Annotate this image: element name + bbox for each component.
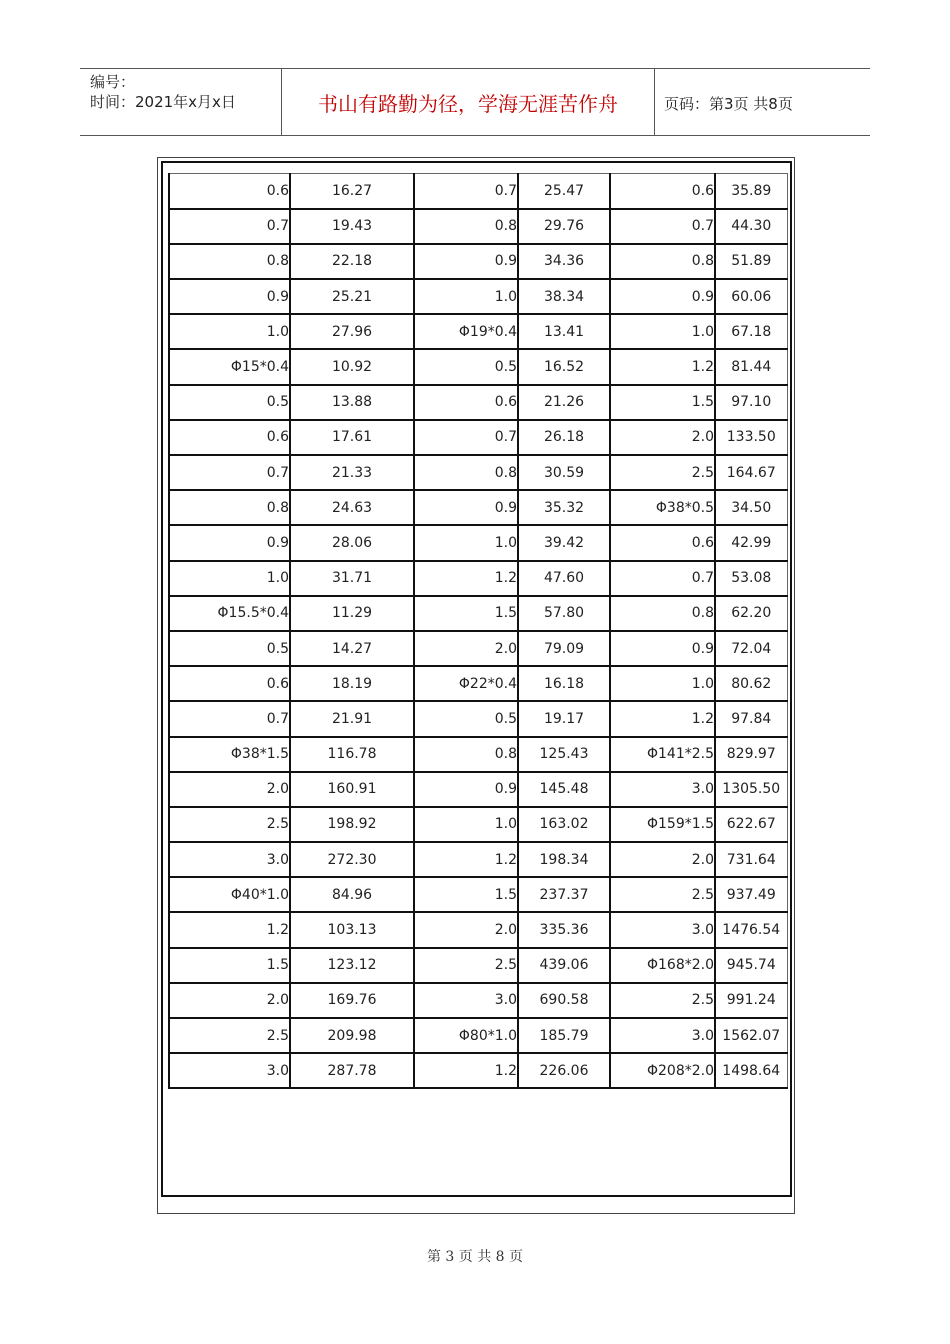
- value-cell: 13.41: [518, 314, 610, 349]
- value-cell: 44.30: [715, 209, 787, 244]
- table-row: [169, 314, 787, 349]
- table-row: [169, 631, 787, 666]
- page-header: [80, 68, 870, 136]
- spec-cell: 0.6: [610, 525, 715, 560]
- table-row: [169, 209, 787, 244]
- value-cell: 829.97: [715, 737, 787, 772]
- spec-cell: 0.9: [414, 490, 518, 525]
- spec-cell: 3.0: [169, 842, 290, 877]
- spec-cell: Φ159*1.5: [610, 807, 715, 842]
- table-row: [169, 842, 787, 877]
- value-cell: 622.67: [715, 807, 787, 842]
- spec-cell: Φ22*0.4: [414, 666, 518, 701]
- table-row: [169, 1053, 787, 1088]
- table-row: [169, 490, 787, 525]
- table-row: [169, 772, 787, 807]
- value-cell: 160.91: [290, 772, 414, 807]
- spec-cell: Φ208*2.0: [610, 1053, 715, 1088]
- spec-cell: 1.0: [169, 314, 290, 349]
- spec-cell: 0.6: [169, 174, 290, 209]
- spec-cell: 1.0: [169, 561, 290, 596]
- spec-cell: 0.7: [414, 174, 518, 209]
- value-cell: 42.99: [715, 525, 787, 560]
- value-cell: 27.96: [290, 314, 414, 349]
- value-cell: 14.27: [290, 631, 414, 666]
- value-cell: 22.18: [290, 244, 414, 279]
- spec-cell: 3.0: [414, 983, 518, 1018]
- table-row: [169, 737, 787, 772]
- spec-cell: 2.0: [414, 912, 518, 947]
- spec-cell: 0.5: [414, 701, 518, 736]
- spec-cell: 0.7: [169, 455, 290, 490]
- spec-cell: Φ80*1.0: [414, 1018, 518, 1053]
- spec-cell: Φ40*1.0: [169, 877, 290, 912]
- table-row: [169, 983, 787, 1018]
- value-cell: 34.50: [715, 490, 787, 525]
- value-cell: 38.34: [518, 279, 610, 314]
- value-cell: 272.30: [290, 842, 414, 877]
- spec-cell: 1.0: [414, 279, 518, 314]
- spec-cell: 1.0: [414, 525, 518, 560]
- value-cell: 24.63: [290, 490, 414, 525]
- table-row: [169, 244, 787, 279]
- time-label: 时间：2021年x月x日: [90, 93, 236, 111]
- value-cell: 47.60: [518, 561, 610, 596]
- spec-cell: 0.9: [414, 772, 518, 807]
- value-cell: 945.74: [715, 948, 787, 983]
- spec-cell: 2.0: [610, 420, 715, 455]
- spec-cell: Φ15.5*0.4: [169, 596, 290, 631]
- spec-cell: 0.8: [414, 455, 518, 490]
- spec-cell: 0.7: [610, 561, 715, 596]
- table-row: [169, 385, 787, 420]
- value-cell: 125.43: [518, 737, 610, 772]
- spec-cell: 0.9: [169, 279, 290, 314]
- spec-cell: 2.5: [610, 983, 715, 1018]
- value-cell: 19.43: [290, 209, 414, 244]
- value-cell: 30.59: [518, 455, 610, 490]
- spec-cell: 0.8: [610, 596, 715, 631]
- value-cell: 335.36: [518, 912, 610, 947]
- value-cell: 169.76: [290, 983, 414, 1018]
- spec-cell: 0.8: [610, 244, 715, 279]
- value-cell: 31.71: [290, 561, 414, 596]
- spec-cell: 2.0: [169, 772, 290, 807]
- table-row: [169, 912, 787, 947]
- spec-cell: 1.2: [169, 912, 290, 947]
- spec-cell: 0.6: [610, 174, 715, 209]
- value-cell: 35.89: [715, 174, 787, 209]
- weight-table-body: [169, 174, 787, 1089]
- spec-cell: 0.5: [169, 385, 290, 420]
- value-cell: 1498.64: [715, 1053, 787, 1088]
- value-cell: 690.58: [518, 983, 610, 1018]
- spec-cell: 0.9: [610, 279, 715, 314]
- table-row: [169, 279, 787, 314]
- value-cell: 937.49: [715, 877, 787, 912]
- value-cell: 237.37: [518, 877, 610, 912]
- spec-cell: 1.2: [610, 701, 715, 736]
- spec-cell: 3.0: [610, 1018, 715, 1053]
- spec-cell: 2.5: [610, 877, 715, 912]
- spec-cell: 1.5: [414, 596, 518, 631]
- spec-cell: 2.0: [414, 631, 518, 666]
- value-cell: 287.78: [290, 1053, 414, 1088]
- table-row: [169, 666, 787, 701]
- table-row: [169, 455, 787, 490]
- spec-cell: 0.7: [169, 209, 290, 244]
- value-cell: 439.06: [518, 948, 610, 983]
- value-cell: 81.44: [715, 349, 787, 384]
- spec-cell: 0.9: [610, 631, 715, 666]
- value-cell: 123.12: [290, 948, 414, 983]
- value-cell: 13.88: [290, 385, 414, 420]
- value-cell: 10.92: [290, 349, 414, 384]
- value-cell: 26.18: [518, 420, 610, 455]
- value-cell: 103.13: [290, 912, 414, 947]
- spec-cell: 0.8: [169, 244, 290, 279]
- value-cell: 25.47: [518, 174, 610, 209]
- table-row: [169, 525, 787, 560]
- header-motto: 书山有路勤为径，学海无涯苦作舟: [318, 91, 618, 116]
- table-row: [169, 349, 787, 384]
- value-cell: 39.42: [518, 525, 610, 560]
- value-cell: 17.61: [290, 420, 414, 455]
- spec-cell: 1.2: [414, 1053, 518, 1088]
- value-cell: 226.06: [518, 1053, 610, 1088]
- value-cell: 72.04: [715, 631, 787, 666]
- spec-cell: 1.0: [414, 807, 518, 842]
- spec-cell: 3.0: [169, 1053, 290, 1088]
- table-row: [169, 1018, 787, 1053]
- value-cell: 97.10: [715, 385, 787, 420]
- value-cell: 51.89: [715, 244, 787, 279]
- value-cell: 19.17: [518, 701, 610, 736]
- value-cell: 97.84: [715, 701, 787, 736]
- spec-cell: 2.5: [610, 455, 715, 490]
- value-cell: 185.79: [518, 1018, 610, 1053]
- table-row: [169, 701, 787, 736]
- spec-cell: 1.0: [610, 666, 715, 701]
- spec-cell: 1.2: [610, 349, 715, 384]
- spec-cell: 0.7: [169, 701, 290, 736]
- value-cell: 991.24: [715, 983, 787, 1018]
- spec-cell: 1.2: [414, 561, 518, 596]
- value-cell: 731.64: [715, 842, 787, 877]
- spec-cell: 2.5: [414, 948, 518, 983]
- table-row: [169, 420, 787, 455]
- weight-table: [168, 173, 788, 1089]
- spec-cell: 2.0: [169, 983, 290, 1018]
- spec-cell: Φ15*0.4: [169, 349, 290, 384]
- value-cell: 25.21: [290, 279, 414, 314]
- value-cell: 57.80: [518, 596, 610, 631]
- spec-cell: 0.8: [414, 737, 518, 772]
- value-cell: 133.50: [715, 420, 787, 455]
- value-cell: 116.78: [290, 737, 414, 772]
- value-cell: 1476.54: [715, 912, 787, 947]
- table-row: [169, 174, 787, 209]
- spec-cell: 1.2: [414, 842, 518, 877]
- spec-cell: 0.7: [414, 420, 518, 455]
- table-row: [169, 596, 787, 631]
- value-cell: 21.26: [518, 385, 610, 420]
- value-cell: 79.09: [518, 631, 610, 666]
- value-cell: 35.32: [518, 490, 610, 525]
- spec-cell: 0.5: [169, 631, 290, 666]
- spec-cell: 2.0: [610, 842, 715, 877]
- spec-cell: 2.5: [169, 807, 290, 842]
- value-cell: 1305.50: [715, 772, 787, 807]
- table-row: [169, 561, 787, 596]
- spec-cell: 0.8: [169, 490, 290, 525]
- value-cell: 11.29: [290, 596, 414, 631]
- spec-cell: 0.6: [414, 385, 518, 420]
- spec-cell: 0.8: [414, 209, 518, 244]
- value-cell: 21.33: [290, 455, 414, 490]
- spec-cell: 1.5: [414, 877, 518, 912]
- header-meta: [90, 72, 236, 112]
- page-footer: 第 3 页 共 8 页: [426, 1249, 524, 1265]
- spec-cell: 0.6: [169, 666, 290, 701]
- value-cell: 84.96: [290, 877, 414, 912]
- value-cell: 29.76: [518, 209, 610, 244]
- value-cell: 198.34: [518, 842, 610, 877]
- spec-cell: 3.0: [610, 772, 715, 807]
- value-cell: 67.18: [715, 314, 787, 349]
- header-page-info: 页码：第3页 共8页: [664, 95, 793, 113]
- spec-cell: 1.0: [610, 314, 715, 349]
- value-cell: 80.62: [715, 666, 787, 701]
- header-divider-right: [654, 69, 655, 135]
- value-cell: 62.20: [715, 596, 787, 631]
- number-label: 编号：: [90, 73, 136, 91]
- spec-cell: Φ38*0.5: [610, 490, 715, 525]
- spec-cell: 0.7: [610, 209, 715, 244]
- value-cell: 16.27: [290, 174, 414, 209]
- spec-cell: 1.5: [169, 948, 290, 983]
- value-cell: 198.92: [290, 807, 414, 842]
- spec-cell: 0.5: [414, 349, 518, 384]
- spec-cell: 2.5: [169, 1018, 290, 1053]
- spec-cell: 0.9: [414, 244, 518, 279]
- spec-cell: Φ141*2.5: [610, 737, 715, 772]
- value-cell: 60.06: [715, 279, 787, 314]
- table-row: [169, 807, 787, 842]
- value-cell: 21.91: [290, 701, 414, 736]
- value-cell: 163.02: [518, 807, 610, 842]
- table-row: [169, 948, 787, 983]
- value-cell: 34.36: [518, 244, 610, 279]
- value-cell: 28.06: [290, 525, 414, 560]
- spec-cell: Φ38*1.5: [169, 737, 290, 772]
- spec-cell: Φ19*0.4: [414, 314, 518, 349]
- value-cell: 145.48: [518, 772, 610, 807]
- value-cell: 53.08: [715, 561, 787, 596]
- spec-cell: 0.6: [169, 420, 290, 455]
- spec-cell: 1.5: [610, 385, 715, 420]
- value-cell: 16.52: [518, 349, 610, 384]
- value-cell: 18.19: [290, 666, 414, 701]
- value-cell: 1562.07: [715, 1018, 787, 1053]
- value-cell: 164.67: [715, 455, 787, 490]
- value-cell: 16.18: [518, 666, 610, 701]
- spec-cell: 0.9: [169, 525, 290, 560]
- spec-cell: Φ168*2.0: [610, 948, 715, 983]
- table-row: [169, 877, 787, 912]
- spec-cell: 3.0: [610, 912, 715, 947]
- value-cell: 209.98: [290, 1018, 414, 1053]
